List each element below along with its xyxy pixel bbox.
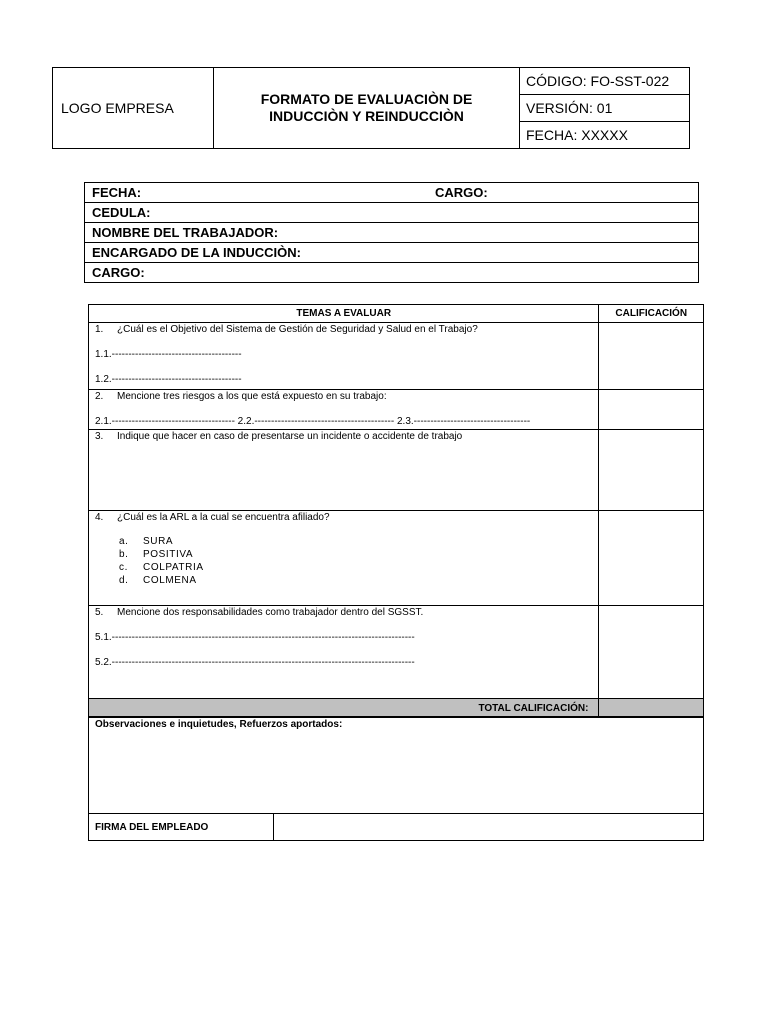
observaciones-box[interactable]	[89, 717, 704, 814]
title-line-2: INDUCCIÒN Y REINDUCCIÒN	[269, 108, 464, 124]
fecha-row[interactable]	[85, 183, 699, 203]
observations-table	[88, 716, 704, 841]
grade-2[interactable]	[599, 390, 704, 430]
firma-field[interactable]	[274, 814, 704, 841]
logo-placeholder: LOGO EMPRESA	[53, 68, 214, 149]
question-5: 5. Mencione dos responsabilidades como trabajador dentro del SGSST. 5.1.------------------------------------------------------------------------------------------- 5.2.-------------------------------------------------------------------------------------------	[89, 606, 599, 699]
worker-info-table	[84, 182, 699, 283]
question-1: 1. ¿Cuál es el Objetivo del Sistema de Gestión de Seguridad y Salud en el Trabajo? 1.1.--------------------------------------- 1.2.---------------------------------------	[89, 323, 599, 390]
title-line-1: FORMATO DE EVALUACIÒN DE	[260, 91, 473, 107]
total-label: TOTAL CALIFICACIÓN:	[89, 699, 599, 718]
col-calificacion-header: CALIFICACIÓN	[599, 305, 704, 323]
option-colmena[interactable]: d. COLMENA	[119, 575, 197, 586]
option-positiva[interactable]: b. POSITIVA	[119, 549, 194, 560]
grade-4[interactable]	[599, 511, 704, 606]
cargo-inline-label: CARGO:	[435, 185, 488, 200]
arl-options	[119, 535, 592, 587]
option-sura[interactable]: a. SURA	[119, 536, 174, 547]
col-temas-header: TEMAS A EVALUAR	[89, 305, 599, 323]
grade-3[interactable]	[599, 430, 704, 511]
question-5-text: Mencione dos responsabilidades como trabajador dentro del SGSST.	[117, 607, 424, 618]
cargo-row[interactable]: CARGO:	[85, 263, 699, 283]
answer-2[interactable]: 2.1.------------------------------------- 2.2.------------------------------------------ 2.3.-----------------------------------	[95, 416, 531, 427]
question-4: 4. ¿Cuál es la ARL a la cual se encuentra afiliado? a. SURA b. POSITIVA c. COLPATRIA d. COLMENA	[89, 511, 599, 606]
document-title	[214, 68, 520, 149]
answer-1-1[interactable]: 1.1.---------------------------------------	[95, 349, 242, 360]
encargado-row[interactable]: ENCARGADO DE LA INDUCCIÒN:	[85, 243, 699, 263]
option-colpatria[interactable]: c. COLPATRIA	[119, 562, 204, 573]
header-table	[52, 67, 690, 149]
firma-label: FIRMA DEL EMPLEADO	[89, 814, 274, 841]
evaluation-table	[88, 304, 704, 718]
observaciones-label: Observaciones e inquietudes, Refuerzos aportados:	[95, 719, 343, 730]
question-1-text: ¿Cuál es el Objetivo del Sistema de Gestión de Seguridad y Salud en el Trabajo?	[117, 324, 478, 335]
version-cell: VERSIÓN: 01	[520, 95, 690, 122]
answer-1-2[interactable]: 1.2.---------------------------------------	[95, 374, 242, 385]
fecha-label: FECHA:	[92, 185, 142, 200]
question-2: 2. Mencione tres riesgos a los que está expuesto en su trabajo: 2.1.------------------------------------- 2.2.------------------------------------------ 2.3.-----------------------------------	[89, 390, 599, 430]
question-3-text: Indique que hacer en caso de presentarse un incidente o accidente de trabajo	[117, 431, 463, 442]
question-4-text: ¿Cuál es la ARL a la cual se encuentra afiliado?	[117, 512, 330, 523]
question-2-text: Mencione tres riesgos a los que está expuesto en su trabajo:	[117, 391, 387, 402]
grade-1[interactable]	[599, 323, 704, 390]
answer-5-1[interactable]: 5.1.-------------------------------------------------------------------------------------------	[95, 632, 415, 643]
nombre-row[interactable]: NOMBRE DEL TRABAJADOR:	[85, 223, 699, 243]
grade-5[interactable]	[599, 606, 704, 699]
total-grade[interactable]	[599, 699, 704, 718]
question-3: 3. Indique que hacer en caso de presentarse un incidente o accidente de trabajo	[89, 430, 599, 511]
fecha-cell: FECHA: XXXXX	[520, 122, 690, 149]
codigo-cell: CÓDIGO: FO-SST-022	[520, 68, 690, 95]
cedula-row[interactable]: CEDULA:	[85, 203, 699, 223]
answer-5-2[interactable]: 5.2.-------------------------------------------------------------------------------------------	[95, 657, 415, 668]
